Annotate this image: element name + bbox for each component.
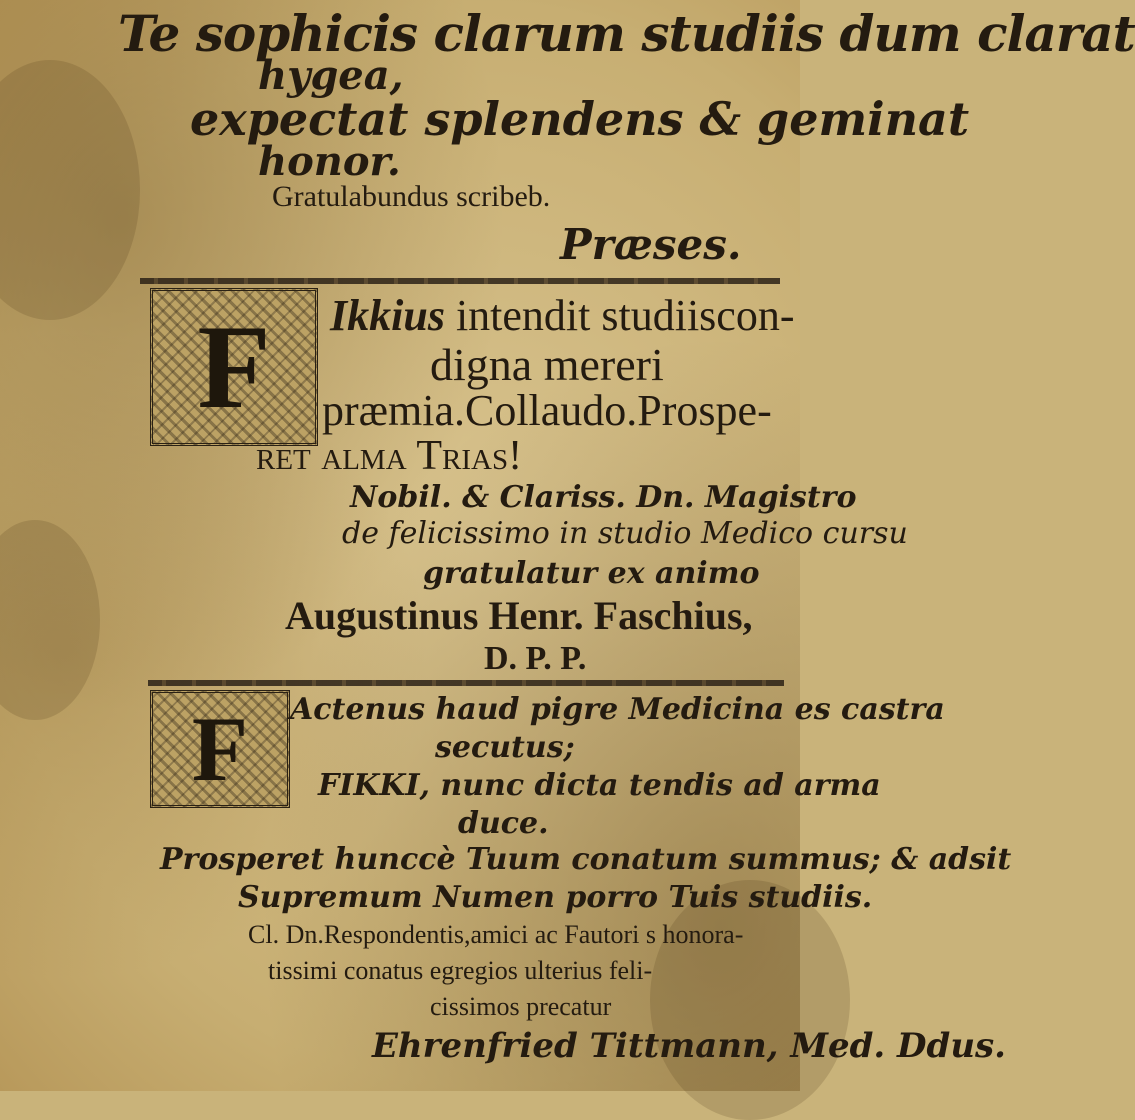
section1-line-4: ret alma Trias! [256,433,523,479]
ornamental-rule [140,278,780,284]
section2-line-5: Prosperet hunccè Tuum conatum summus; & adsit [160,842,1012,877]
section1-line-1-italic: Ikkius [330,291,445,340]
section1-line-5: Nobil. & Clariss. Dn. Magistro [350,480,857,515]
decorated-initial: F [150,690,290,808]
poem-line-4: honor. [258,138,401,185]
paper-stain [0,60,140,320]
section1-line-7: gratulatur ex animo [423,556,760,591]
section1-author-title: D. P. P. [484,640,587,677]
poem-signature: Præses. [560,220,742,269]
section2-line-7: Cl. Dn.Respondentis,amici ac Fautori s honora- [248,920,744,949]
poem-line-1: Te sophicis clarum studiis dum clarat [118,4,1135,63]
section2-line-8: tissimi conatus egregios ulterius feli- [268,956,653,985]
section2-line-9: cissimos precatur [430,992,612,1021]
section2-line-4: duce. [458,806,549,841]
section2-line-3: FIKKI, nunc dicta tendis ad arma [318,768,881,803]
poem-subscription: Gratulabundus scribeb. [272,180,551,213]
section2-author: Ehrenfried Tittmann, Med. Ddus. [372,1026,1007,1066]
paper-stain [0,520,100,720]
section2-line-2: secutus; [435,730,575,765]
section1-line-2: digna mereri [430,339,664,390]
poem-line-2: hygea, [258,52,404,99]
section2-line-6: Supremum Numen porro Tuis studiis. [238,880,873,915]
section1-author: Augustinus Henr. Faschius, [285,593,753,638]
section1-line-3: præmia.Collaudo.Prospe- [322,386,772,435]
section1-line-1 [330,290,794,341]
decorated-initial: F [150,288,318,446]
section2-line-1: Actenus haud pigre Medicina es castra [290,692,945,727]
section1-line-6: de felicissimo in studio Medico cursu [342,516,908,551]
section1-line-1-rest: intendit studiiscon- [455,291,795,340]
ornamental-rule [148,680,784,686]
poem-line-3: expectat splendens & geminat [190,92,970,146]
paper-stain [650,880,850,1120]
